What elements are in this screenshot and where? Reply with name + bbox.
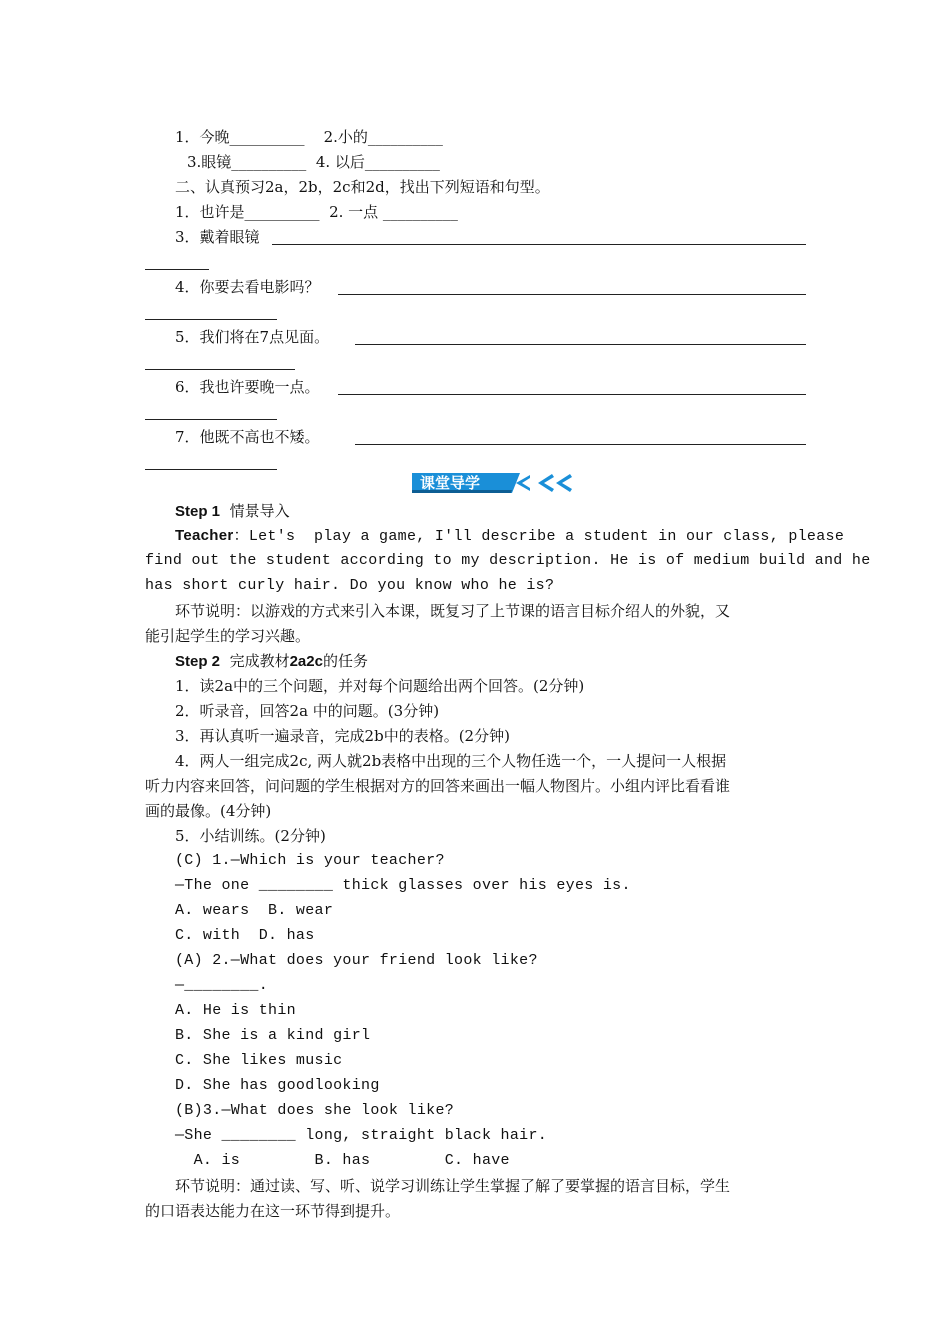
quiz-q3: (B)3.—What does she look like?: [175, 1102, 455, 1119]
teacher-text-1: ：Let's play a game, I'll describe a student in our class, please: [233, 528, 845, 545]
quiz-q2-option-b: B. She is a kind girl: [175, 1027, 371, 1044]
summary-note-2: 的口语表达能力在这一环节得到提升。: [145, 1202, 401, 1220]
answer-blank: [145, 469, 277, 470]
quiz-q2-option-c: C. She likes music: [175, 1052, 343, 1069]
preview-line-6: 4．你要去看电影吗？: [175, 278, 320, 296]
task-1: 1．读2a中的三个问题，并对每个问题给出两个回答。(2分钟): [175, 677, 585, 695]
teacher-line-2: find out the student according to my description. He is of medium build and he: [145, 552, 871, 569]
preview-line-4: 1．也许是__________ 2. 一点 __________: [175, 203, 458, 221]
step1-number: Step 1: [175, 503, 221, 520]
summary-note-1: 环节说明：通过读、写、听、说学习训练让学生掌握了解了要掌握的语言目标，学生: [175, 1177, 731, 1195]
step1-note-2: 能引起学生的学习兴趣。: [145, 627, 311, 645]
step1-title: 情景导入: [229, 502, 290, 520]
banner-graphic: [412, 472, 577, 494]
quiz-q1: (C) 1.—Which is your teacher?: [175, 852, 445, 869]
preview-line-8: 6．我也许要晚一点。: [175, 378, 320, 396]
task-2: 2．听录音，回答2a 中的问题。(3分钟): [175, 702, 440, 720]
answer-blank: [145, 269, 209, 270]
quiz-q2-option-d: D. She has goodlooking: [175, 1077, 380, 1094]
step2-number: Step 2: [175, 653, 221, 670]
answer-blank: [338, 394, 806, 395]
answer-blank: [145, 419, 277, 420]
step2-title: 完成教材: [229, 652, 290, 670]
step1-heading: [175, 501, 290, 522]
preview-line-7: 5．我们将在7点见面。: [175, 328, 330, 346]
step2-title-end: 的任务: [322, 652, 368, 670]
quiz-q1-answer: —The one ________ thick glasses over his eyes is.: [175, 877, 631, 894]
banner-label: 课堂导学: [420, 474, 481, 492]
teacher-label: Teacher: [175, 527, 234, 544]
answer-blank: [338, 294, 806, 295]
preview-line-9: 7．他既不高也不矮。: [175, 428, 320, 446]
preview-line-2: 3.眼镜__________ 4. 以后__________: [187, 153, 440, 171]
answer-blank: [145, 369, 295, 370]
answer-blank: [272, 244, 806, 245]
step1-note-1: 环节说明：以游戏的方式来引入本课，既复习了上节课的语言目标介绍人的外貌，又: [175, 602, 731, 620]
task-4: 4．两人一组完成2c, 两人就2b表格中出现的三个人物任选一个，一人提问一人根据: [175, 752, 727, 770]
teacher-line-3: has short curly hair. Do you know who he is?: [145, 577, 555, 594]
quiz-q2-option-a: A. He is thin: [175, 1002, 296, 1019]
step2-code: 2a2c: [289, 653, 323, 670]
task-3: 3．再认真听一遍录音，完成2b中的表格。(2分钟): [175, 727, 510, 745]
answer-blank: [145, 319, 277, 320]
quiz-q2: (A) 2.—What does your friend look like?: [175, 952, 538, 969]
quiz-q1-options-ab: A. wears B. wear: [175, 902, 334, 919]
task-4-end: 画的最像。(4分钟): [145, 802, 272, 820]
quiz-q3-options: A. is B. has C. have: [175, 1152, 510, 1169]
teacher-line-1: [175, 526, 844, 547]
preview-line-1: 1．今晚__________ 2.小的__________: [175, 128, 443, 146]
answer-blank: [355, 344, 806, 345]
task-4-cont: 听力内容来回答，问问题的学生根据对方的回答来画出一幅人物图片。小组内评比看看谁: [145, 777, 731, 795]
section-banner: [412, 472, 577, 494]
quiz-q3-answer: —She ________ long, straight black hair.: [175, 1127, 548, 1144]
quiz-q2-answer: —________.: [175, 977, 269, 994]
answer-blank: [355, 444, 806, 445]
preview-line-5: 3．戴着眼镜: [175, 228, 260, 246]
step2-heading: [175, 651, 368, 672]
preview-heading: 二、认真预习2a，2b，2c和2d，找出下列短语和句型。: [175, 178, 550, 196]
task-5: 5．小结训练。(2分钟): [175, 827, 326, 845]
quiz-q1-options-cd: C. with D. has: [175, 927, 315, 944]
